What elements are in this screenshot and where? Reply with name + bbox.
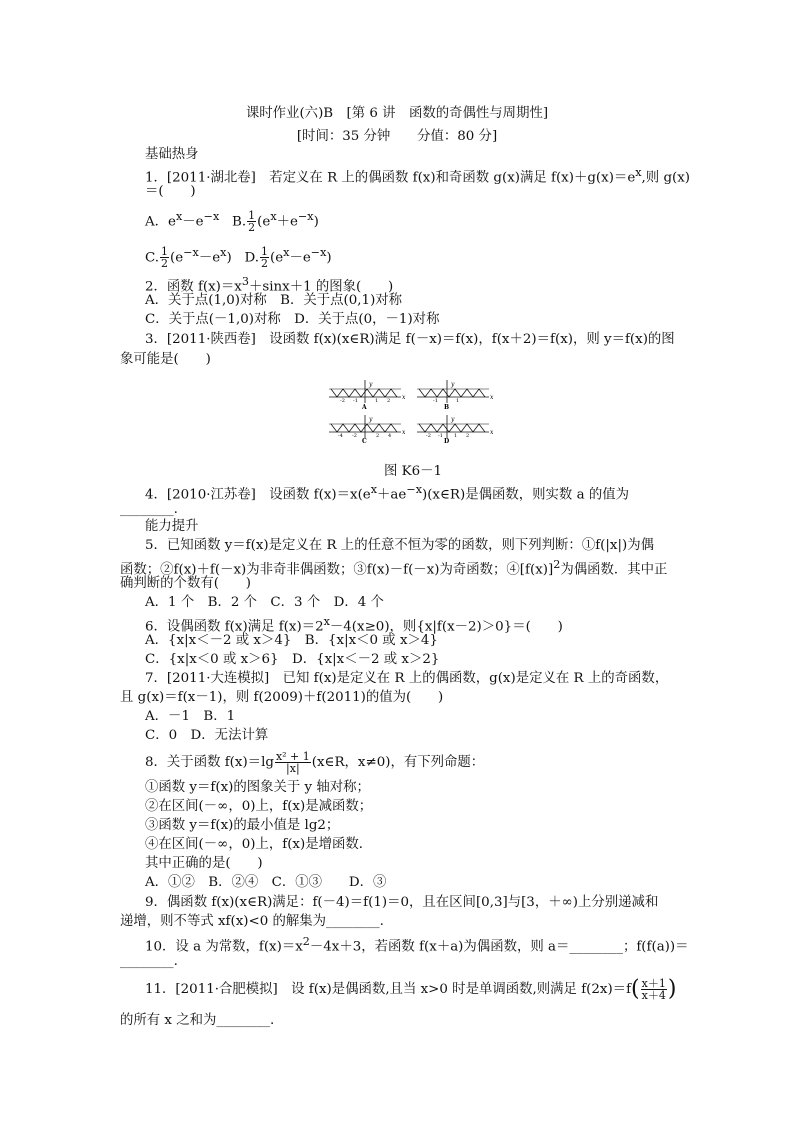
q2-options-2: C．关于点(－1,0)对称 D．关于点(0，－1)对称	[145, 312, 440, 327]
svg-text:x: x	[402, 429, 406, 436]
q3-stem: 3．[2011·陕西卷] 设函数 f(x)(x∈R)满足 f(－x)＝f(x)，f(x＋2)＝f(x)，则 y＝f(x)的图	[145, 332, 675, 347]
q3-label-c: C	[362, 438, 367, 443]
q4-answer-blank[interactable]: ________.	[120, 502, 178, 517]
svg-text:x: x	[402, 394, 406, 401]
q7-line1: 7．[2011·大连模拟] 已知 f(x)是定义在 R 上的偶函数，g(x)是定义在 R 上的奇函数，	[145, 671, 669, 686]
svg-text:-1: -1	[433, 398, 438, 404]
svg-text:2: 2	[376, 433, 380, 439]
svg-text:1: 1	[454, 433, 458, 439]
q8-fraction: $\frac{\text{x² + 1}}{|x|}$	[275, 750, 310, 775]
svg-text:x: x	[490, 394, 494, 401]
svg-text:-2: -2	[426, 433, 431, 439]
q7-options-1: A．－1 B．1	[145, 709, 236, 724]
q10-line2: ________.	[120, 954, 178, 969]
svg-text:x: x	[490, 429, 494, 436]
q3-graph-a	[329, 380, 406, 411]
q2-options-1: A．关于点(1,0)对称 B．关于点(0,1)对称	[145, 293, 403, 308]
q2-stem: 2．函数 $f(x)=x^3+\sin x+1$ 的图象( )	[145, 275, 394, 295]
q1-options-ab: A．$e^x-e^{-x}$ B. $\frac{1}{2}$ $(e^x+e^{-x})$	[145, 209, 319, 235]
q8-ask: 其中正确的是( )	[145, 856, 263, 871]
q7-line2: 且 g(x)＝f(x－1)，则 f(2009)＋f(2011)的值为( )	[120, 690, 444, 705]
q8-options: A．①② B．②④ C．①③ D．③	[145, 875, 387, 890]
q8-proposition-1: ①函数 y＝f(x)的图象关于 y 轴对称；	[145, 780, 370, 795]
svg-text:-1: -1	[353, 398, 358, 404]
svg-text:y: y	[369, 381, 373, 388]
q5-line1: 5．已知函数 y＝f(x)是定义在 R 上的任意不恒为零的函数，则下列判断：①f(|x|)为偶	[145, 538, 654, 553]
q3-graph-c	[329, 415, 406, 443]
q3-label-b: B	[444, 404, 450, 411]
q10-line1: 10．设 a 为常数，$f(x)=x^2-4x+3$，若函数 f(x＋a)为偶函数，则 a＝________；f(f(a))＝	[145, 935, 689, 955]
q7-options-2: C．0 D．无法计算	[145, 728, 269, 743]
q3-graph-d	[417, 415, 494, 443]
q5-line2: 函数；②f(x)＋f(－x)为非奇非偶函数；③f(x)－f(－x)为奇函数；$④[f(x)]^2$为偶函数．其中正	[120, 558, 668, 578]
q3-figure-caption: 图 K6－1	[384, 464, 443, 479]
svg-text:-2: -2	[352, 433, 357, 439]
q1-stem: 1．[2011·湖北卷] 若定义在 R 上的偶函数 f(x)和奇函数 g(x)满足 $f(x)+g(x)=e^x$,则 g(x)	[145, 166, 691, 186]
svg-text:-2: -2	[340, 398, 345, 404]
svg-text:1: 1	[375, 398, 379, 404]
svg-text:y: y	[369, 416, 373, 423]
q3-stem-cont: 象可能是( )	[120, 352, 211, 367]
q1-stem-cont: ＝( )	[145, 184, 196, 199]
q6-stem: 6．设偶函数 f(x)满足 $f(x)=2^x-4(x\ge 0)$，则{x|f(x－2)＞0}＝( )	[145, 615, 563, 635]
q3-label-a: A	[362, 404, 367, 411]
q8-proposition-4: ④在区间(－∞，0)上，f(x)是增函数．	[145, 837, 373, 852]
q11-fraction: $\frac{x+1}{x+4}$	[641, 977, 666, 1002]
q8-proposition-3: ③函数 y＝f(x)的最小值是 lg2；	[145, 818, 340, 833]
q1-half-fraction: $\frac{1}{2}$	[248, 209, 256, 235]
svg-text:-4: -4	[338, 433, 343, 439]
q11-line2: 的所有 x 之和为________.	[120, 1013, 275, 1028]
svg-text:-1: -1	[438, 433, 443, 439]
q3-graph-b	[417, 380, 494, 411]
worksheet-meta: [时间：35 分钟 分值：80 分]	[296, 129, 498, 144]
q8-proposition-2: ②在区间(－∞，0)上，f(x)是减函数；	[145, 799, 373, 814]
q9-line2: 递增，则不等式 xf(x)<0 的解集为________.	[120, 914, 384, 929]
q9-line1: 9．偶函数 f(x)(x∈R)满足：f(－4)＝f(1)＝0，且在区间[0,3]与[3，＋∞)上分别递减和	[145, 895, 659, 910]
q5-options: A．1 个 B．2 个 C．3 个 D．4 个	[145, 595, 384, 610]
svg-text:y: y	[451, 381, 455, 388]
q6-options-1: A．{x|x＜－2 或 x＞4} B．{x|x＜0 或 x＞4}	[145, 633, 438, 648]
section-basic: 基础热身	[145, 147, 199, 162]
section-ability: 能力提升	[145, 519, 199, 534]
q6-options-2: C．{x|x＜0 或 x＞6} D．{x|x＜－2 或 x＞2}	[145, 652, 440, 667]
q3-label-d: D	[444, 438, 450, 443]
q3-figure-graphs	[325, 377, 495, 443]
q4-stem: 4．[2010·江苏卷] 设函数 $f(x)=x(e^x+ae^{-x})(x\in R)$是偶函数，则实数 a 的值为	[145, 483, 629, 503]
svg-text:2: 2	[466, 433, 470, 439]
svg-text:1: 1	[456, 398, 460, 404]
svg-text:4: 4	[388, 433, 392, 439]
q5-line3: 确判断的个数有( )	[120, 576, 251, 591]
worksheet-title: 课时作业(六)B [第 6 讲 函数的奇偶性与周期性]	[245, 106, 549, 121]
svg-text:2: 2	[387, 398, 391, 404]
q1-options-cd: C. $\frac{1}{2}$ $(e^{-x}-e^x)$ D. $\frac{1}{2}$ $(e^x-e^{-x})$	[145, 245, 332, 271]
q11-stem: 11．[2011·合肥模拟] 设 f(x)是偶函数,且当 x>0 时是单调函数,则满足 f(2x)＝f( $\frac{x+1}{x+4}$ )	[145, 976, 677, 1002]
svg-text:y: y	[451, 416, 455, 423]
q8-stem: 8．关于函数 f(x)＝lg $\frac{\text{x² + 1}}{|x|}$ (x∈R，x≠0)，有下列命题：	[145, 750, 485, 775]
